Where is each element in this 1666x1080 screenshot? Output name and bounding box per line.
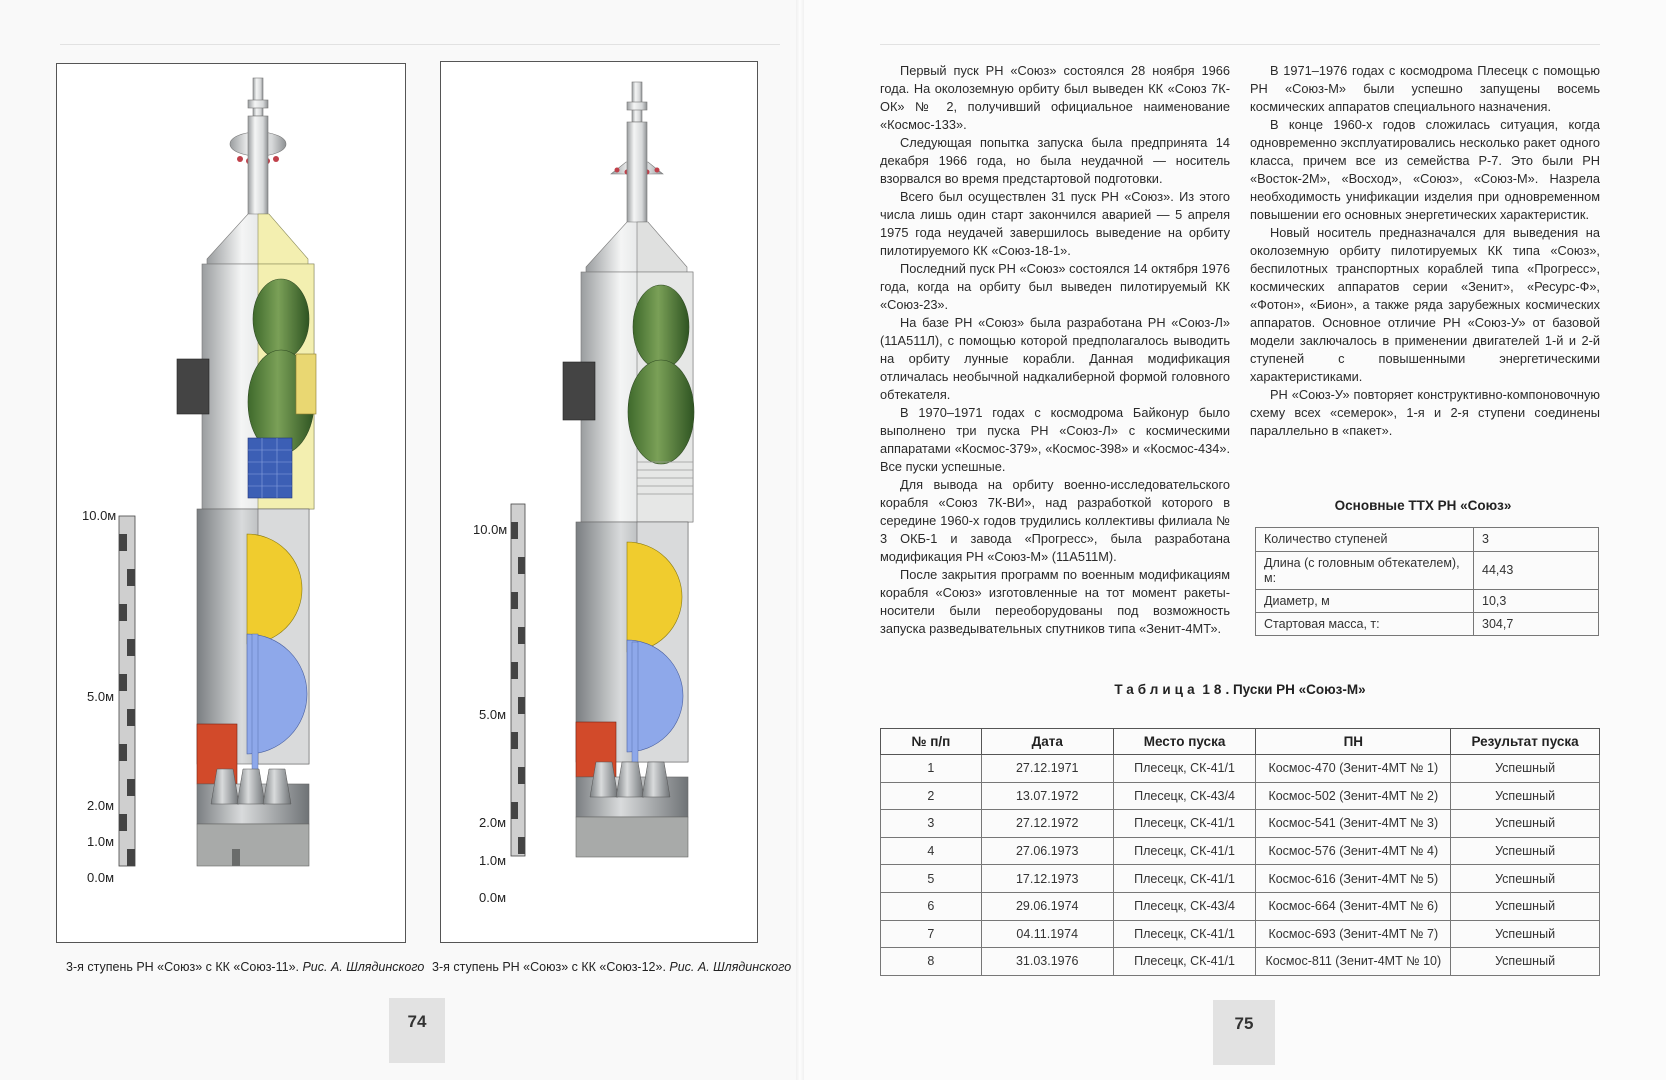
col-header-date: Дата xyxy=(981,729,1113,755)
col-header-site: Место пуска xyxy=(1113,729,1256,755)
spec-value: 44,43 xyxy=(1474,552,1599,590)
col-header-num: № п/п xyxy=(881,729,982,755)
scale-label-0: 0.0м xyxy=(87,870,115,885)
cell: Плесецк, СК-41/1 xyxy=(1113,865,1256,893)
cell: Космос-664 (Зенит-4МТ № 6) xyxy=(1256,892,1451,920)
cell: 3 xyxy=(881,810,982,838)
spec-key: Количество ступеней xyxy=(1256,528,1474,552)
cell: 1 xyxy=(881,755,982,783)
paragraph: Следующая попытка запуска была предпринята 14 декабря 1966 года, но была неудачной — носитель взорвался во время предстартовой подготовки. xyxy=(880,135,1230,186)
cell: 7 xyxy=(881,920,982,948)
paragraph: На базе РН «Союз» была разработана РН «Союз-Л» (11А511Л), с помощью которой предполагалось выводить на орбиту лунные корабли. Данная модификация отличалась необычной надкалиберной формой головного обтекателя. xyxy=(880,315,1230,402)
table-header-row xyxy=(881,729,1600,755)
figure-caption-1 xyxy=(66,960,424,974)
figure-caption-2 xyxy=(432,960,791,974)
cell: Космос-693 (Зенит-4МТ № 7) xyxy=(1256,920,1451,948)
caption-main: 3-я ступень РН «Союз» с КК «Союз-12». xyxy=(432,960,670,974)
rocket-illustration-1 xyxy=(177,78,316,866)
cell: Плесецк, СК-43/4 xyxy=(1113,892,1256,920)
table-row xyxy=(1256,528,1599,552)
cell: Плесецк, СК-43/4 xyxy=(1113,782,1256,810)
scale-label-2: 2.0м xyxy=(87,798,115,813)
cell: 17.12.1973 xyxy=(981,865,1113,893)
cell: 8 xyxy=(881,948,982,976)
cell: Плесецк, СК-41/1 xyxy=(1113,948,1256,976)
specs-table-title: Основные ТТХ РН «Союз» xyxy=(1334,498,1512,513)
spec-value: 3 xyxy=(1474,528,1599,552)
paragraph: В конце 1960-х годов сложилась ситуация, когда одновременно эксплуатировались несколько ракет одного класса, причем все из семейства Р-7. Это были РН «Восток-2М», «Восход», «Союз», «Союз-М». Назрела необходимость унификации изделия при одновременном повышении его основных энергетических характеристик. xyxy=(1250,117,1600,222)
caption-main: 3-я ступень РН «Союз» с КК «Союз-11». xyxy=(66,960,303,974)
scale-label-10: 10.0м xyxy=(82,508,117,523)
rocket-illustration-2 xyxy=(563,82,694,857)
cell: Космос-470 (Зенит-4МТ № 1) xyxy=(1256,755,1451,783)
text-column-1 xyxy=(880,62,1230,638)
paragraph: Последний пуск РН «Союз» состоялся 14 октября 1976 года, когда на орбиту был выведен пилотируемый КК «Союз-23». xyxy=(880,261,1230,312)
cell: Успешный xyxy=(1451,892,1600,920)
scale-label-1: 1.0м xyxy=(479,853,507,868)
cell: Космос-502 (Зенит-4МТ № 2) xyxy=(1256,782,1451,810)
scale-bar-2 xyxy=(511,504,525,856)
col-header-payload: ПН xyxy=(1256,729,1451,755)
col-header-result: Результат пуска xyxy=(1451,729,1600,755)
cell: 13.07.1972 xyxy=(981,782,1113,810)
top-rule-left xyxy=(60,44,780,45)
cell: Космос-811 (Зенит-4МТ № 10) xyxy=(1256,948,1451,976)
cell: 6 xyxy=(881,892,982,920)
cell: Плесецк, СК-41/1 xyxy=(1113,755,1256,783)
cell: Плесецк, СК-41/1 xyxy=(1113,920,1256,948)
paragraph: После закрытия программ по военным модификациям корабля «Союз» изготовленные на тот момент ракеты-носители были переоборудованы под возможность запуска разведывательных спутников типа «Зенит-4МТ». xyxy=(880,567,1230,636)
paragraph: РН «Союз-У» повторяет конструктивно-компоновочную схему всех «семерок», 1-я и 2-я ступени соединены параллельно в «пакет». xyxy=(1250,387,1600,438)
scale-label-0: 0.0м xyxy=(479,890,507,905)
paragraph: Всего был осуществлен 31 пуск РН «Союз». Из этого числа лишь один старт закончился аварией — 5 апреля 1975 года неудачей завершилось выведение на орбиту пилотируемого КК «Союз-18-1». xyxy=(880,189,1230,258)
table-row xyxy=(1256,552,1599,590)
page-number-left: 74 xyxy=(389,998,445,1063)
table-row xyxy=(881,755,1600,783)
table-row xyxy=(881,837,1600,865)
specs-table xyxy=(1255,527,1599,636)
paragraph: В 1971–1976 годах с космодрома Плесецк с помощью РН «Союз-М» были успешно запущены восемь космических аппаратов специального назначения. xyxy=(1250,63,1600,114)
table-row xyxy=(1256,613,1599,636)
cell: 31.03.1976 xyxy=(981,948,1113,976)
top-rule-right xyxy=(880,44,1600,45)
scale-label-5: 5.0м xyxy=(87,689,115,704)
cell: 27.12.1971 xyxy=(981,755,1113,783)
cell: 04.11.1974 xyxy=(981,920,1113,948)
scale-label-5: 5.0м xyxy=(479,707,507,722)
cell: 2 xyxy=(881,782,982,810)
cell: Успешный xyxy=(1451,755,1600,783)
table-row xyxy=(881,920,1600,948)
caption-author: Рис. А. Шлядинского xyxy=(669,960,792,974)
cell: Космос-576 (Зенит-4МТ № 4) xyxy=(1256,837,1451,865)
page-number-right: 75 xyxy=(1213,1000,1275,1065)
table-row xyxy=(881,892,1600,920)
text-column-2 xyxy=(1250,62,1600,440)
paragraph: Первый пуск РН «Союз» состоялся 28 ноября 1966 года. На околоземную орбиту был выведен КК «Союз 7К-ОК» № 2, получивший официальное наименование «Космос-133». xyxy=(880,63,1230,132)
cell: Успешный xyxy=(1451,782,1600,810)
paragraph: В 1970–1971 годах с космодрома Байконур было выполнено три пуска РН «Союз-Л» с космическими аппаратами «Космос-379», «Космос-398» и «Космос-434». Все пуски успешные. xyxy=(880,405,1230,474)
scale-bar-1 xyxy=(119,516,135,866)
paragraph: Для вывода на орбиту военно-исследовательского корабля «Союз 7К-ВИ», над разработкой которого в середине 1960-х годов трудились коллективы филиала № 3 ОКБ-1 и завода «Прогресс», была разработана модификация РН «Союз-М» (11А511М). xyxy=(880,477,1230,564)
scale-label-1: 1.0м xyxy=(87,834,115,849)
cell: Успешный xyxy=(1451,948,1600,976)
table-row xyxy=(881,948,1600,976)
cell: Успешный xyxy=(1451,810,1600,838)
cell: Космос-616 (Зенит-4МТ № 5) xyxy=(1256,865,1451,893)
cell: Успешный xyxy=(1451,837,1600,865)
figure-soyuz-11 xyxy=(56,63,406,943)
title-rest: . Пуски РН «Союз-М» xyxy=(1225,682,1366,697)
title-word: Таблица xyxy=(1114,682,1199,697)
figure-soyuz-12 xyxy=(440,61,758,943)
spec-value: 304,7 xyxy=(1474,613,1599,636)
table-row xyxy=(881,810,1600,838)
spec-key: Длина (с головным обтекателем), м: xyxy=(1256,552,1474,590)
paragraph: Новый носитель предназначался для выведения на околоземную орбиту пилотируемых КК типа «Союз», беспилотных транспортных кораблей типа «Прогресс», космических аппаратов серии «Зенит», «Ресурс-Ф», «Фотон», «Бион», а также ряда зарубежных космических аппаратов. Основное отличие РН «Союз-У» от базовой модели заключалось в применении двигателей 1-й и 2-й ступеней с повышенными энергетическими характеристиками. xyxy=(1250,225,1600,384)
cell: Космос-541 (Зенит-4МТ № 3) xyxy=(1256,810,1451,838)
cell: Успешный xyxy=(1451,865,1600,893)
cell: 5 xyxy=(881,865,982,893)
spec-key: Стартовая масса, т: xyxy=(1256,613,1474,636)
cell: Плесецк, СК-41/1 xyxy=(1113,837,1256,865)
book-spine xyxy=(796,0,804,1080)
cell: Плесецк, СК-41/1 xyxy=(1113,810,1256,838)
launch-table-title xyxy=(880,682,1600,697)
caption-author: Рис. А. Шлядинского xyxy=(302,960,425,974)
scale-label-10: 10.0м xyxy=(473,522,508,537)
cell: 29.06.1974 xyxy=(981,892,1113,920)
spec-key: Диаметр, м xyxy=(1256,590,1474,613)
cell: 27.06.1973 xyxy=(981,837,1113,865)
cell: 4 xyxy=(881,837,982,865)
table-row xyxy=(1256,590,1599,613)
table-row xyxy=(881,865,1600,893)
scale-label-2: 2.0м xyxy=(479,815,507,830)
launch-table xyxy=(880,728,1600,976)
table-row xyxy=(881,782,1600,810)
spec-value: 10,3 xyxy=(1474,590,1599,613)
cell: 27.12.1972 xyxy=(981,810,1113,838)
title-number: 18 xyxy=(1202,682,1226,697)
cell: Успешный xyxy=(1451,920,1600,948)
